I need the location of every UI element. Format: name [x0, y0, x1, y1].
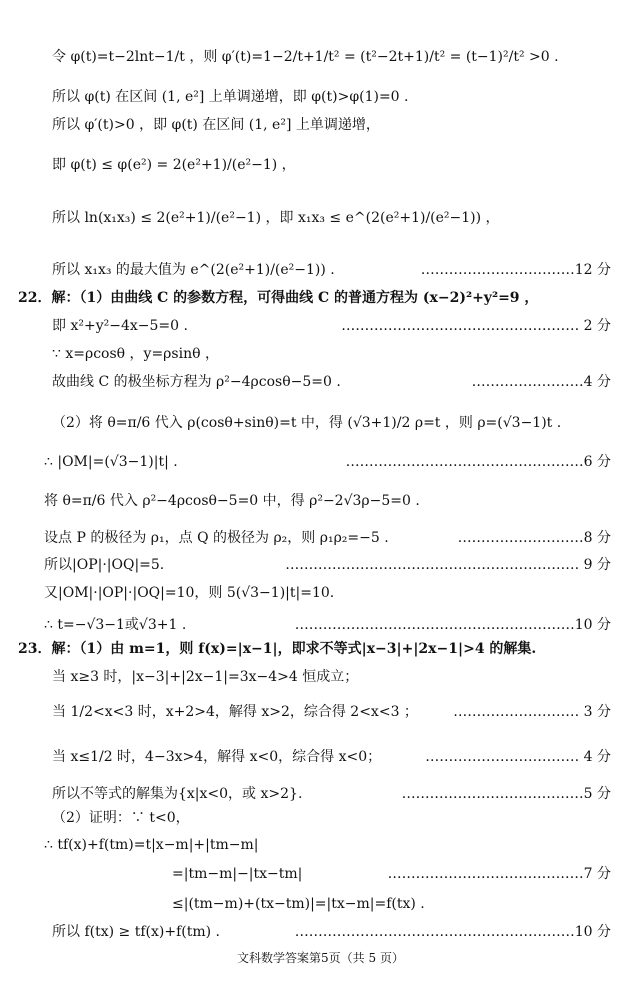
answer-line: [0, 313, 641, 339]
line-text: ∵ x=ρcosθ ，y=ρsinθ ，: [52, 346, 219, 362]
line-text: 所以 φ′(t)>0 ，即 φ(t) 在区间 (1, e²] 上单调递增，: [52, 117, 380, 133]
answer-line: [0, 664, 641, 690]
line-text: =|tm−m|−|tx−tm|: [172, 866, 303, 882]
answer-line: [0, 84, 641, 110]
line-text: 故曲线 C 的极坐标方程为 ρ²−4ρcosθ−5=0 .: [52, 374, 341, 390]
line-text: 23．解：（1）由 m=1，则 f(x)=|x−1|，即求不等式|x−3|+|2x−1|>4 的解集.: [18, 641, 537, 657]
answer-line: [0, 449, 641, 475]
points-marker: ……………………………………………………10 分: [294, 617, 611, 633]
answer-line: [0, 525, 641, 551]
points-marker: …………………………………5 分: [401, 786, 611, 802]
points-marker: ………………………8 分: [457, 530, 611, 546]
answer-line: [0, 580, 641, 606]
answer-line: [0, 832, 641, 858]
question-23-header: [0, 636, 641, 662]
line-text: 令 φ(t)=t−2lnt−1/t ，则 φ′(t)=1−2/t+1/t² = (t²−2t+1)/t² = (t−1)²/t² >0 .: [52, 49, 559, 65]
line-text: 所以 f(tx) ≥ tf(x)+f(tm) .: [52, 924, 220, 940]
answer-line: [0, 612, 641, 638]
answer-line: [0, 152, 641, 178]
answer-line: [0, 919, 641, 945]
answer-line: [0, 891, 641, 917]
line-text: 当 x≤1/2 时，4−3x>4，解得 x<0，综合得 x<0；: [52, 749, 382, 765]
line-text: 所以 φ(t) 在区间 (1, e²] 上单调递增，即 φ(t)>φ(1)=0 .: [52, 89, 409, 105]
answer-line: [0, 744, 641, 770]
line-text: 设点 P 的极径为 ρ₁，点 Q 的极径为 ρ₂，则 ρ₁ρ₂=−5 .: [44, 530, 389, 546]
line-text: 当 1/2<x<3 时，x+2>4，解得 x>2，综合得 2<x<3 ；: [52, 704, 418, 720]
answer-line: [0, 781, 641, 807]
line-text: 所以 ln(x₁x₃) ≤ 2(e²+1)/(e²−1) ，即 x₁x₃ ≤ e^(2(e²+1)/(e²−1)) ，: [52, 210, 500, 226]
answer-line: [0, 488, 641, 514]
points-marker: …………………………………………… 2 分: [341, 318, 611, 334]
line-text: （2）将 θ=π/6 代入 ρ(cosθ+sinθ)=t 中，得 (√3+1)/2 ρ=t ，则 ρ=(√3−1)t .: [52, 415, 562, 431]
line-text: 22．解：（1）由曲线 C 的参数方程，可得曲线 C 的普通方程为 (x−2)²+y²=9 ，: [18, 290, 539, 306]
line-text: ∴ |OM|=(√3−1)|t| .: [44, 454, 178, 470]
points-marker: ……………………4 分: [471, 374, 611, 390]
points-marker: ……………………………………………6 分: [345, 454, 611, 470]
answer-line: [0, 805, 641, 831]
line-text: 所以不等式的解集为{x|x<0，或 x>2}.: [52, 786, 303, 802]
line-text: （2）证明：∵ t<0，: [52, 810, 190, 826]
question-22-header: [0, 285, 641, 311]
line-text: ∴ t=−√3−1或√3+1 .: [44, 617, 187, 633]
line-text: 所以 x₁x₃ 的最大值为 e^(2(e²+1)/(e²−1)) .: [52, 262, 335, 278]
answer-line: [0, 861, 641, 887]
points-marker: ……………………………12 分: [420, 262, 611, 278]
answer-line: [0, 410, 641, 436]
line-text: 即 φ(t) ≤ φ(e²) = 2(e²+1)/(e²−1) ，: [52, 157, 296, 173]
points-marker: ……………………………………………………10 分: [294, 924, 611, 940]
answer-line: [0, 341, 641, 367]
answer-line: [0, 369, 641, 395]
answer-line: [0, 205, 641, 231]
answer-line: [0, 112, 641, 138]
line-text: 即 x²+y²−4x−5=0 .: [52, 318, 188, 334]
page-footer: 文科数学答案第5页（共 5 页）: [237, 951, 404, 965]
line-text: ∴ tf(x)+f(tm)=t|x−m|+|tm−m|: [44, 837, 259, 853]
answer-line: [0, 552, 641, 578]
line-text: 将 θ=π/6 代入 ρ²−4ρcosθ−5=0 中，得 ρ²−2√3ρ−5=0 .: [44, 493, 420, 509]
line-text: 所以|OP|·|OQ|=5.: [44, 557, 165, 573]
points-marker: ……………………… 3 分: [453, 704, 611, 720]
answer-line: [0, 44, 641, 70]
line-text: 又|OM|·|OP|·|OQ|=10，则 5(√3−1)|t|=10.: [44, 585, 335, 601]
points-marker: …………………………… 4 分: [425, 749, 611, 765]
answer-line: [0, 699, 641, 725]
answer-line: [0, 257, 641, 283]
points-marker: ……………………………………………………… 9 分: [285, 557, 611, 573]
line-text: 当 x≥3 时，|x−3|+|2x−1|=3x−4>4 恒成立；: [52, 669, 359, 685]
points-marker: ……………………………………7 分: [387, 866, 611, 882]
line-text: ≤|(tm−m)+(tx−tm)|=|tx−m|=f(tx) .: [172, 896, 425, 912]
